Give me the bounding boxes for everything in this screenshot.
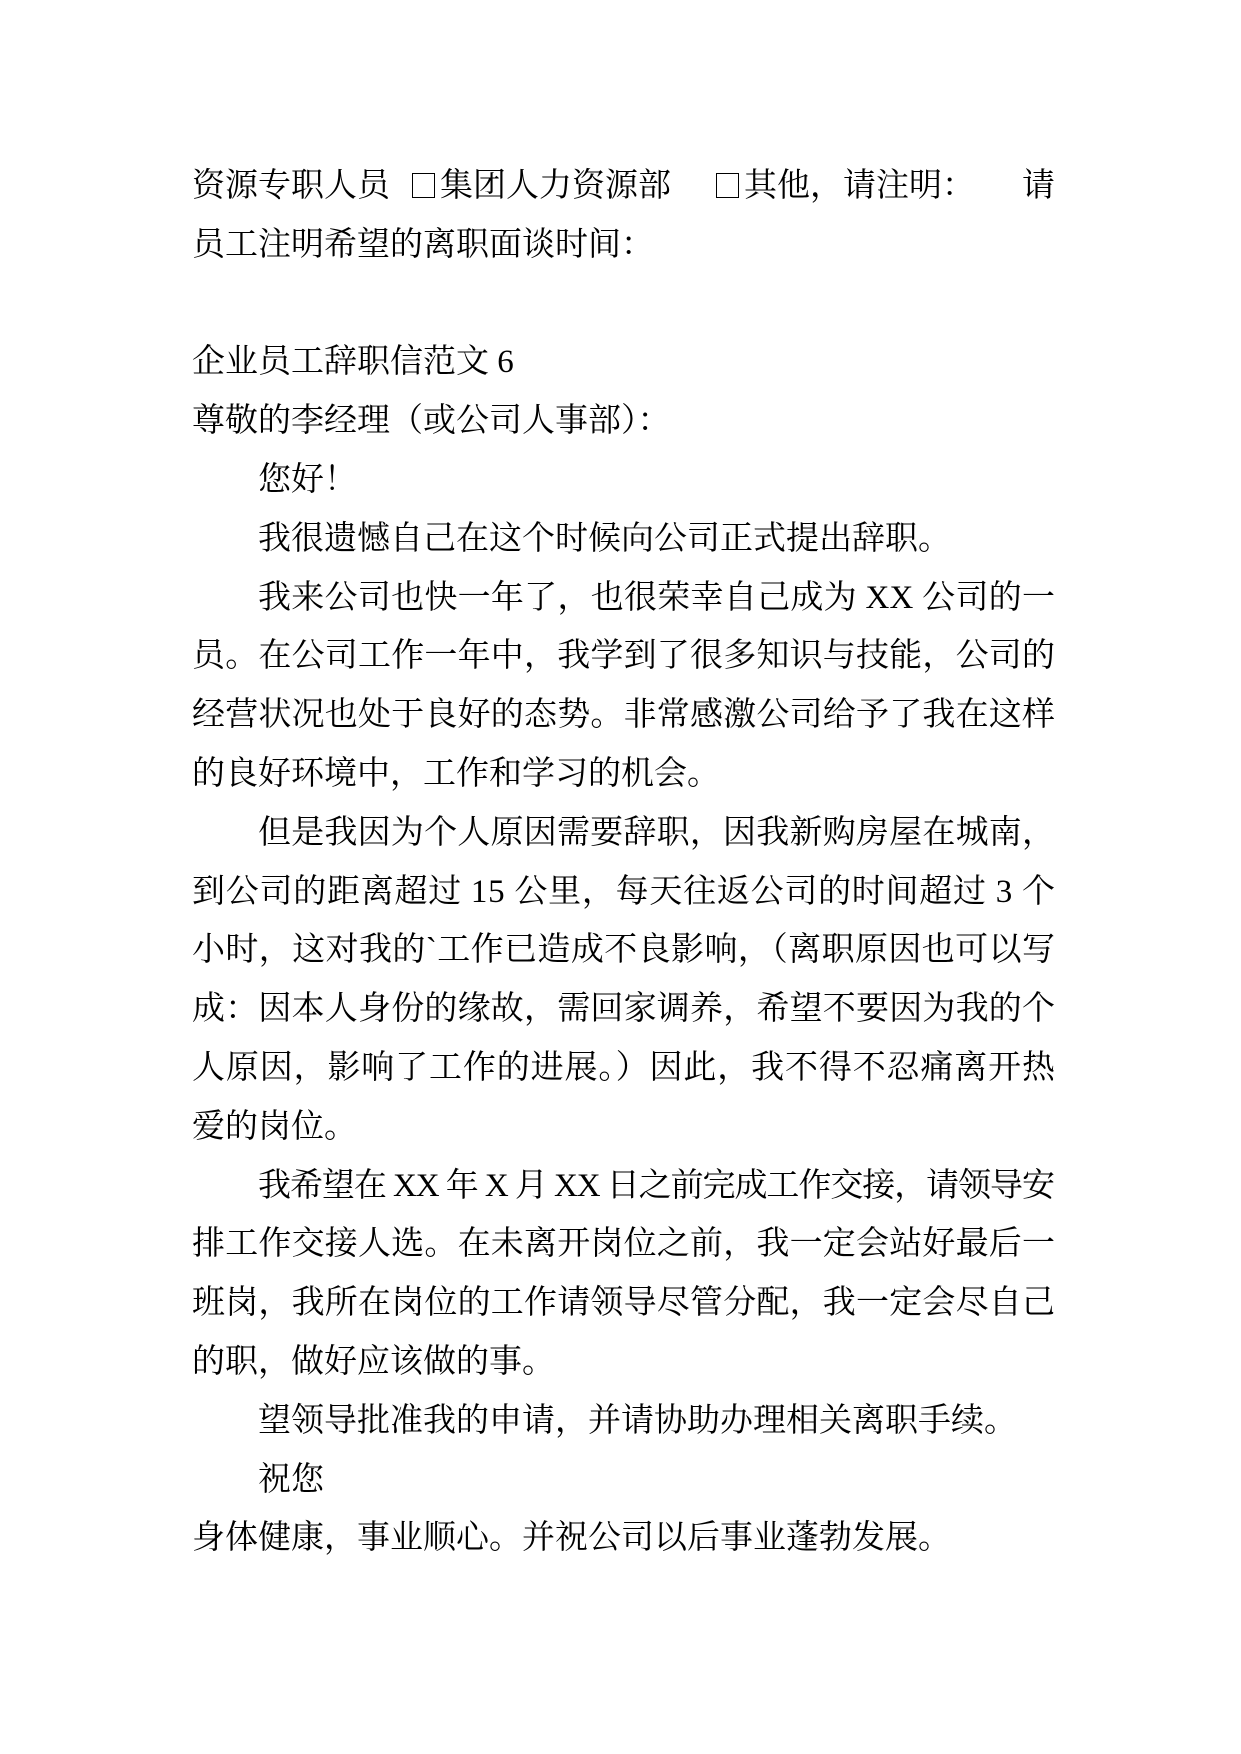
- paragraph-text: 望领导批准我的申请，并请协助办理相关离职手续。: [258, 1402, 1017, 1439]
- paragraph-text: 班岗，我所在岗位的工作请领导尽管分配，我一定会尽自己: [192, 1285, 1056, 1322]
- paragraph-text: 我来公司也快一年了，也很荣幸自己成为 XX 公司的一: [258, 579, 1056, 616]
- salutation-line: [192, 392, 1055, 451]
- option-label: 其他，请注明：: [744, 168, 975, 204]
- paragraph-line: [192, 1039, 1055, 1098]
- body-paragraph: [192, 804, 1055, 1157]
- paragraph-line: [192, 1098, 1055, 1157]
- paragraph-text: 我很遗憾自己在这个时候向公司正式提出辞职。: [258, 520, 951, 557]
- checkbox-icon: [716, 173, 739, 198]
- checkbox-icon: [412, 173, 435, 198]
- document-body: [192, 157, 1055, 1568]
- paragraph-line: [192, 745, 1055, 804]
- paragraph-line: [192, 510, 1055, 569]
- closing-phrase: 祝您: [258, 1461, 324, 1498]
- body-paragraph: [192, 510, 1055, 569]
- form-prompt-line: [192, 216, 1055, 275]
- paragraph-line: [192, 804, 1055, 863]
- closing-line: [192, 1451, 1055, 1510]
- paragraph-text: 员。在公司工作一年中，我学到了很多知识与技能，公司的: [192, 638, 1056, 675]
- paragraph-line: [192, 921, 1055, 980]
- paragraph-line: [192, 1392, 1055, 1451]
- paragraph-line: [192, 980, 1055, 1039]
- blank-line: [192, 275, 1055, 334]
- body-paragraph: [192, 569, 1055, 804]
- form-prompt-text: 请: [1022, 168, 1055, 204]
- salutation: 尊敬的李经理（或公司人事部）：: [192, 403, 671, 440]
- title-line: [192, 333, 1055, 392]
- paragraph-text: 到公司的距离超过 15 公里，每天往返公司的时间超过 3 个: [192, 873, 1056, 910]
- body-paragraph: [192, 1392, 1055, 1451]
- option-label: 资源专职人员: [192, 168, 390, 204]
- paragraph-text: 爱的岗位。: [192, 1108, 357, 1145]
- paragraph-line: [192, 1274, 1055, 1333]
- paragraph-text: 排工作交接人选。在未离开岗位之前，我一定会站好最后一: [192, 1226, 1056, 1263]
- paragraph-line: [192, 863, 1055, 922]
- paragraph-line: [192, 1215, 1055, 1274]
- paragraph-text: 的职，做好应该做的事。: [192, 1343, 555, 1380]
- paragraph-text: 人原因，影响了工作的进展。）因此，我不得不忍痛离开热: [192, 1049, 1056, 1086]
- body-paragraph: [192, 1157, 1055, 1392]
- paragraph-line: [192, 569, 1055, 628]
- paragraph-line: [192, 686, 1055, 745]
- paragraph-line: [192, 1157, 1055, 1216]
- letter-title: 企业员工辞职信范文 6: [192, 344, 514, 381]
- paragraph-line: [192, 627, 1055, 686]
- paragraph-text: 小时，这对我的`工作已造成不良影响，（离职原因也可以写: [192, 932, 1056, 969]
- wish-line: [192, 1509, 1055, 1568]
- paragraph-text: 我希望在 XX 年 X 月 XX 日之前完成工作交接，请领导安: [258, 1167, 1054, 1204]
- paragraph-text: 但是我因为个人原因需要辞职，因我新购房屋在城南，: [258, 814, 1056, 851]
- form-prompt-text: 员工注明希望的离职面谈时间：: [192, 226, 654, 263]
- closing-wish: 身体健康，事业顺心。并祝公司以后事业蓬勃发展。: [192, 1520, 951, 1557]
- greeting: 您好！: [258, 461, 357, 498]
- option-label: 集团人力资源部: [440, 168, 671, 204]
- form-options-line: [192, 157, 1055, 216]
- paragraph-text: 的良好环境中，工作和学习的机会。: [192, 755, 720, 792]
- paragraph-text: 经营状况也处于良好的态势。非常感激公司给予了我在这样: [192, 697, 1056, 734]
- greeting-line: [192, 451, 1055, 510]
- paragraph-text: 成：因本人身份的缘故，需回家调养，希望不要因为我的个: [192, 991, 1056, 1028]
- paragraph-line: [192, 1333, 1055, 1392]
